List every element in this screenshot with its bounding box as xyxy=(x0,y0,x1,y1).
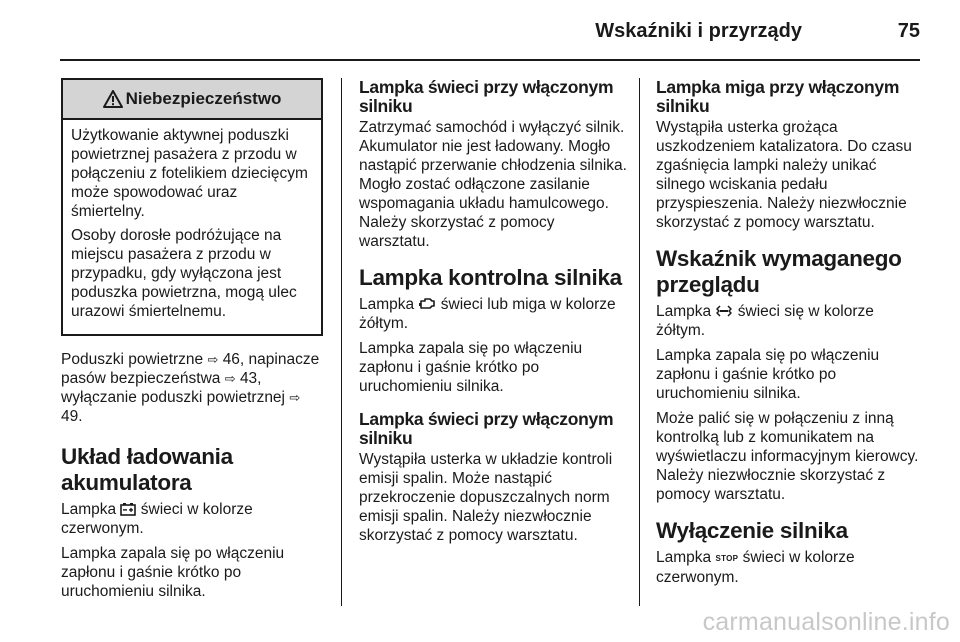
page-ref-arrow-icon: ⇨ xyxy=(224,371,236,386)
wrench-icon xyxy=(715,304,733,318)
service-paragraph-3: Może palić się w połączeniu z inną kontrolką lub z komunikatem na wyświetlaczu informacyjnym kierowcy. Należy niezwłocznie skorzystać z pomocy warsztatu. xyxy=(656,410,919,503)
watermark: carmanualsonline.info xyxy=(702,608,950,636)
lamp-flashing-heading: Lampka miga przy włączonym silniku xyxy=(656,77,900,116)
battery-icon xyxy=(120,502,136,516)
warning-box xyxy=(61,78,323,336)
engine-paragraph-1: Lampka świeci lub miga w kolorze żółtym. xyxy=(359,296,616,332)
warning-title: Niebezpieczeństwo xyxy=(125,89,282,108)
lamp-on-text-1: Zatrzymać samochód i wyłączyć silnik. Akumulator nie jest ładowany. Mogło nastąpić przerwanie chłodzenia silnika. Mogło zostać odłączone zasilanie wspomagania układu hamulcowego. Należy skorzystać z pomocy warsztatu. xyxy=(359,119,627,250)
service-indicator-heading: Wskaźnik wymaganego przeglądu xyxy=(656,246,902,297)
service-paragraph-2: Lampka zapala się po włączeniu zapłonu i gaśnie krótko po uruchomieniu silnika. xyxy=(656,347,880,402)
page-ref-arrow-icon: ⇨ xyxy=(207,352,219,367)
charging-system-heading: Układ ładowania akumulatora xyxy=(61,444,233,495)
lamp-flashing-text: Wystąpiła usterka grożąca uszkodzeniem katalizatora. Do czasu zgaśnięcia lampki należy unikać silnego wciskania pedału przyspieszenia. Należy niezwłocznie skorzystać z pomocy warsztatu. xyxy=(656,119,912,231)
service-paragraph-1: Lampka świeci się w kolorze żółtym. xyxy=(656,303,874,339)
column-divider-1 xyxy=(341,78,342,606)
column-2 xyxy=(359,78,627,551)
page-number: 75 xyxy=(897,20,920,42)
engine-paragraph-2: Lampka zapala się po włączeniu zapłonu i gaśnie krótko po uruchomieniu silnika. xyxy=(359,340,583,395)
stop-icon: STOP xyxy=(715,554,739,563)
charging-paragraph-2: Lampka zapala się po włączeniu zapłonu i gaśnie krótko po uruchomieniu silnika. xyxy=(61,545,285,600)
charging-paragraph-1: Lampka świeci w kolorze czerwonym. xyxy=(61,501,253,537)
warning-paragraph-2: Osoby dorosłe podróżujące na miejscu pasażera z przodu w przypadku, gdy wyłączona jest poduszka powietrzna, mogą ulec urazowi śmiertelnemu. xyxy=(71,227,297,320)
warning-header xyxy=(63,80,321,120)
warning-paragraph-1: Użytkowanie aktywnej poduszki powietrznej pasażera z przodu w połączeniu z fotelikiem dziecięcym może spowodować uraz śmiertelny. xyxy=(71,127,308,220)
page-ref-arrow-icon: ⇨ xyxy=(289,390,301,405)
warning-body xyxy=(63,120,321,334)
lamp-on-heading-1: Lampka świeci przy włączonym silniku xyxy=(359,77,614,116)
lamp-on-heading-2: Lampka świeci przy włączonym silniku xyxy=(359,409,614,448)
lamp-on-text-2: Wystąpiła usterka w układzie kontroli emisji spalin. Może nastąpić przekroczenie dopuszczalnych norm emisji spalin. Należy niezwłocznie skorzystać z pomocy warsztatu. xyxy=(359,451,613,544)
page-header xyxy=(60,16,920,46)
engine-off-heading: Wyłączenie silnika xyxy=(656,518,848,543)
section-title: Wskaźniki i przyrządy xyxy=(595,20,802,42)
header-divider xyxy=(60,59,920,61)
engine-lamp-heading: Lampka kontrolna silnika xyxy=(359,265,622,290)
engine-icon xyxy=(418,297,436,311)
stop-paragraph: Lampka STOP świeci w kolorze czerwonym. xyxy=(656,549,855,586)
column-3 xyxy=(656,78,924,593)
column-divider-2 xyxy=(639,78,640,606)
column-1 xyxy=(61,78,323,607)
warning-triangle-icon xyxy=(103,90,123,108)
airbag-references: Poduszki powietrzne ⇨ 46, napinacze pasów bezpieczeństwa ⇨ 43, wyłączanie poduszki powietrznej ⇨ 49. xyxy=(61,351,320,425)
